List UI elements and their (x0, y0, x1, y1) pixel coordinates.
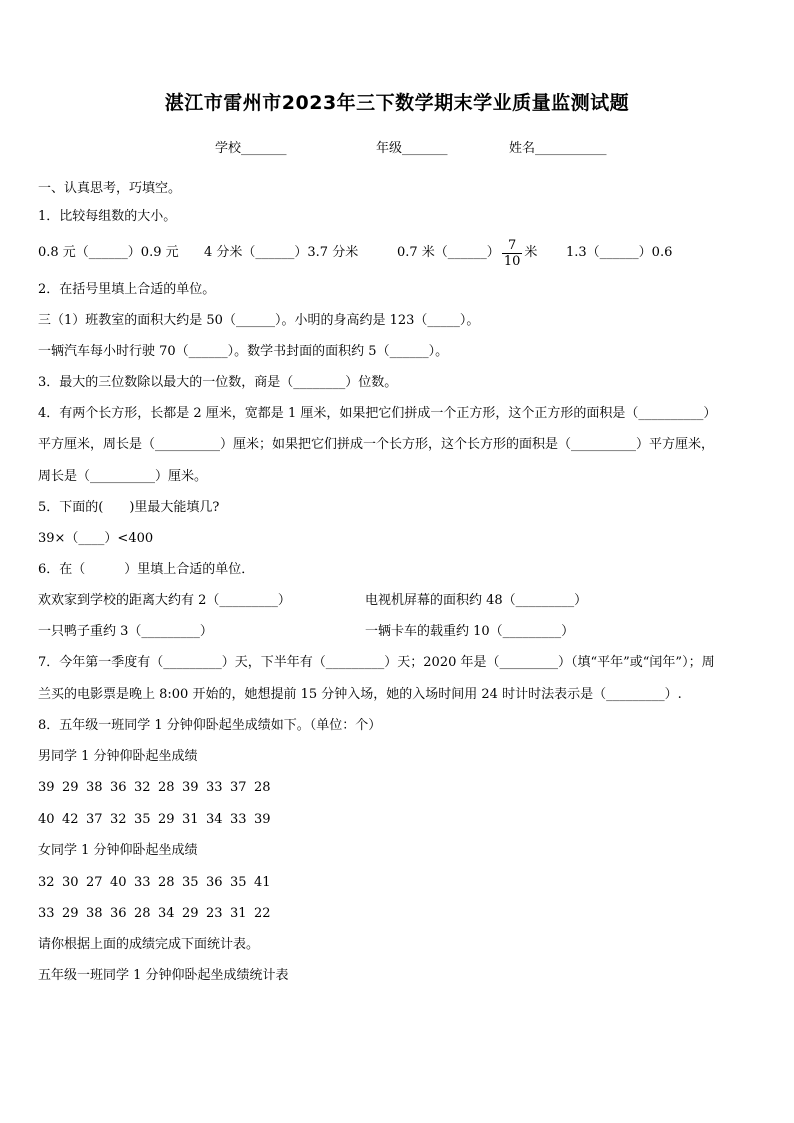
score: 28 (158, 780, 175, 795)
score: 23 (206, 906, 223, 921)
q6-item-b: 电视机屏幕的面积约 48（_________） (365, 593, 588, 608)
score: 37 (86, 812, 103, 827)
girls-scores-row-1 (38, 875, 278, 891)
score: 36 (110, 906, 127, 921)
girls-label: 女同学 1 分钟仰卧起坐成绩 (38, 843, 198, 858)
instruction-text: 请你根据上面的成绩完成下面统计表。 (38, 937, 260, 952)
q1-item-a: 0.8 元（______）0.9 元 (38, 245, 179, 260)
score: 39 (254, 812, 271, 827)
girls-scores-row-2 (38, 906, 278, 922)
boys-scores-row-1 (38, 780, 278, 796)
score: 39 (182, 780, 199, 795)
grade-field: 年级_______ (376, 141, 448, 156)
q4-line3: 周长是（__________）厘米。 (38, 469, 208, 484)
score: 27 (86, 875, 103, 890)
score: 35 (134, 812, 151, 827)
boys-label: 男同学 1 分钟仰卧起坐成绩 (38, 749, 198, 764)
q1-item-c-text: 0.7 米（______） (397, 245, 500, 260)
q7-line1: 7．今年第一季度有（_________）天，下半年有（_________）天；2020 年是（_________）（填“平年”或“闰年”）；周 (38, 655, 715, 670)
score: 35 (230, 875, 247, 890)
score: 29 (158, 812, 175, 827)
fraction-numerator: 7 (502, 238, 523, 254)
score: 33 (230, 812, 247, 827)
q6-item-a: 欢欢家到学校的距离大约有 2（_________） (38, 593, 291, 608)
score: 30 (62, 875, 79, 890)
score: 28 (158, 875, 175, 890)
score: 22 (254, 906, 271, 921)
q1-item-c (397, 233, 537, 273)
score: 31 (230, 906, 247, 921)
score: 40 (110, 875, 127, 890)
fraction (502, 238, 523, 269)
q2-line1: 三（1）班教室的面积大约是 50（______）。小明的身高约是 123（_____）。 (38, 313, 480, 328)
score: 35 (182, 875, 199, 890)
q4-line1: 4．有两个长方形，长都是 2 厘米，宽都是 1 厘米，如果把它们拼成一个正方形，这个正方形的面积是（__________） (38, 406, 717, 421)
section-heading: 一、认真思考，巧填空。 (38, 181, 182, 196)
score: 32 (110, 812, 127, 827)
fraction-denominator: 10 (503, 253, 521, 269)
score: 29 (62, 906, 79, 921)
q1-item-d: 1.3（______）0.6 (566, 245, 673, 260)
score: 33 (134, 875, 151, 890)
score: 31 (182, 812, 199, 827)
score: 38 (86, 906, 103, 921)
q1-item-c-unit: 米 (524, 245, 538, 260)
q5-title: 5．下面的( )里最大能填几? (38, 500, 220, 515)
score: 32 (38, 875, 55, 890)
score: 28 (254, 780, 271, 795)
name-field: 姓名___________ (509, 141, 607, 156)
q6-title: 6．在（ ）里填上合适的单位． (38, 562, 255, 577)
q8-title: 8．五年级一班同学 1 分钟仰卧起坐成绩如下。（单位：个） (38, 718, 382, 733)
score: 37 (230, 780, 247, 795)
q3-text: 3．最大的三位数除以最大的一位数，商是（________）位数。 (38, 375, 398, 390)
q5-expression: 39×（____）<400 (38, 531, 154, 546)
q1-item-b: 4 分米（______）3.7 分米 (204, 245, 359, 260)
score: 28 (134, 906, 151, 921)
score: 41 (254, 875, 271, 890)
score: 29 (62, 780, 79, 795)
school-field: 学校_______ (215, 141, 287, 156)
q2-line2: 一辆汽车每小时行驶 70（______）。数学书封面的面积约 5（______）。 (38, 344, 449, 359)
q6-item-c: 一只鸭子重约 3（_________） (38, 624, 213, 639)
score: 34 (158, 906, 175, 921)
q4-line2: 平方厘米，周长是（__________）厘米；如果把它们拼成一个长方形，这个长方形的面积是（__________）平方厘米， (38, 437, 715, 452)
q7-line2: 兰买的电影票是晚上 8:00 开始的，她想提前 15 分钟入场，她的入场时间用 24 时计时法表示是（_________）. (38, 687, 682, 702)
score: 42 (62, 812, 79, 827)
page-title: 湛江市雷州市2023年三下数学期末学业质量监测试题 (164, 92, 630, 114)
score: 39 (38, 780, 55, 795)
score: 40 (38, 812, 55, 827)
score: 38 (86, 780, 103, 795)
score: 36 (110, 780, 127, 795)
q2-title: 2．在括号里填上合适的单位。 (38, 282, 216, 297)
score: 33 (38, 906, 55, 921)
score: 33 (206, 780, 223, 795)
boys-scores-row-2 (38, 812, 278, 828)
q6-item-d: 一辆卡车的载重约 10（_________） (365, 624, 575, 639)
score: 32 (134, 780, 151, 795)
score: 34 (206, 812, 223, 827)
q1-title: 1．比较每组数的大小。 (38, 209, 177, 224)
table-title: 五年级一班同学 1 分钟仰卧起坐成绩统计表 (38, 968, 289, 983)
score: 29 (182, 906, 199, 921)
score: 36 (206, 875, 223, 890)
